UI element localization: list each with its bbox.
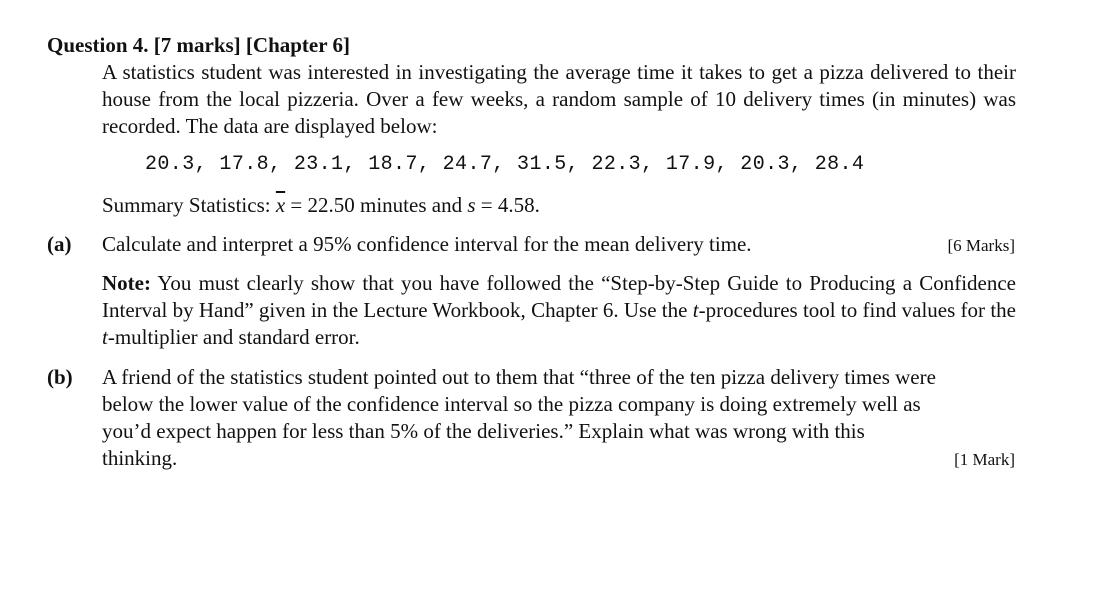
mean-text: = 22.50 minutes and: [285, 193, 468, 217]
data-values: 20.3, 17.8, 23.1, 18.7, 24.7, 31.5, 22.3, 17.9, 20.3, 28.4: [145, 153, 865, 176]
note-label: Note:: [102, 271, 151, 295]
note-text-3: -multiplier and standard error.: [107, 325, 360, 349]
part-a-note: [102, 270, 1016, 351]
part-a-label: (a): [47, 232, 72, 256]
part-b-marks: [1 Mark]: [954, 450, 1015, 469]
question-intro: A statistics student was interested in investigating the average time it takes to get a pizza delivered to their house from the local pizzeria. Over a few weeks, a random sample of 10 delivery times (in minutes) was recorded. The data are displayed below:: [102, 60, 1016, 138]
note-t-1: t: [692, 298, 699, 322]
part-b-text: A friend of the statistics student pointed out to them that “three of the ten pizza delivery times were below the lower value of the confidence interval so the pizza company is doing extremely well as you’d expect happen for less than 5% of the deliveries.” Explain what was wrong with this thinking.: [102, 365, 936, 470]
note-text-2: -procedures tool to find values for the: [698, 298, 1016, 322]
xbar-symbol: $\overline{x}$: [275, 193, 286, 217]
part-a-text: Calculate and interpret a 95% confidence interval for the mean delivery time.: [102, 232, 752, 256]
summary-label: Summary Statistics:: [102, 193, 271, 217]
part-b-label: (b): [47, 365, 73, 389]
note-text-1: You must clearly show that you have followed the “Step-by-Step Guide to Producing a Confidence Interval by Hand” given in the Lecture Workbook, Chapter 6. Use the: [102, 271, 1016, 322]
question-title: Question 4. [7 marks] [Chapter 6]: [47, 33, 350, 57]
part-a-marks: [6 Marks]: [947, 236, 1015, 255]
summary-statistics: [102, 192, 1016, 219]
s-symbol: s: [467, 193, 476, 217]
note-t-2: t: [102, 325, 108, 349]
sd-text: = 4.58.: [475, 193, 540, 217]
